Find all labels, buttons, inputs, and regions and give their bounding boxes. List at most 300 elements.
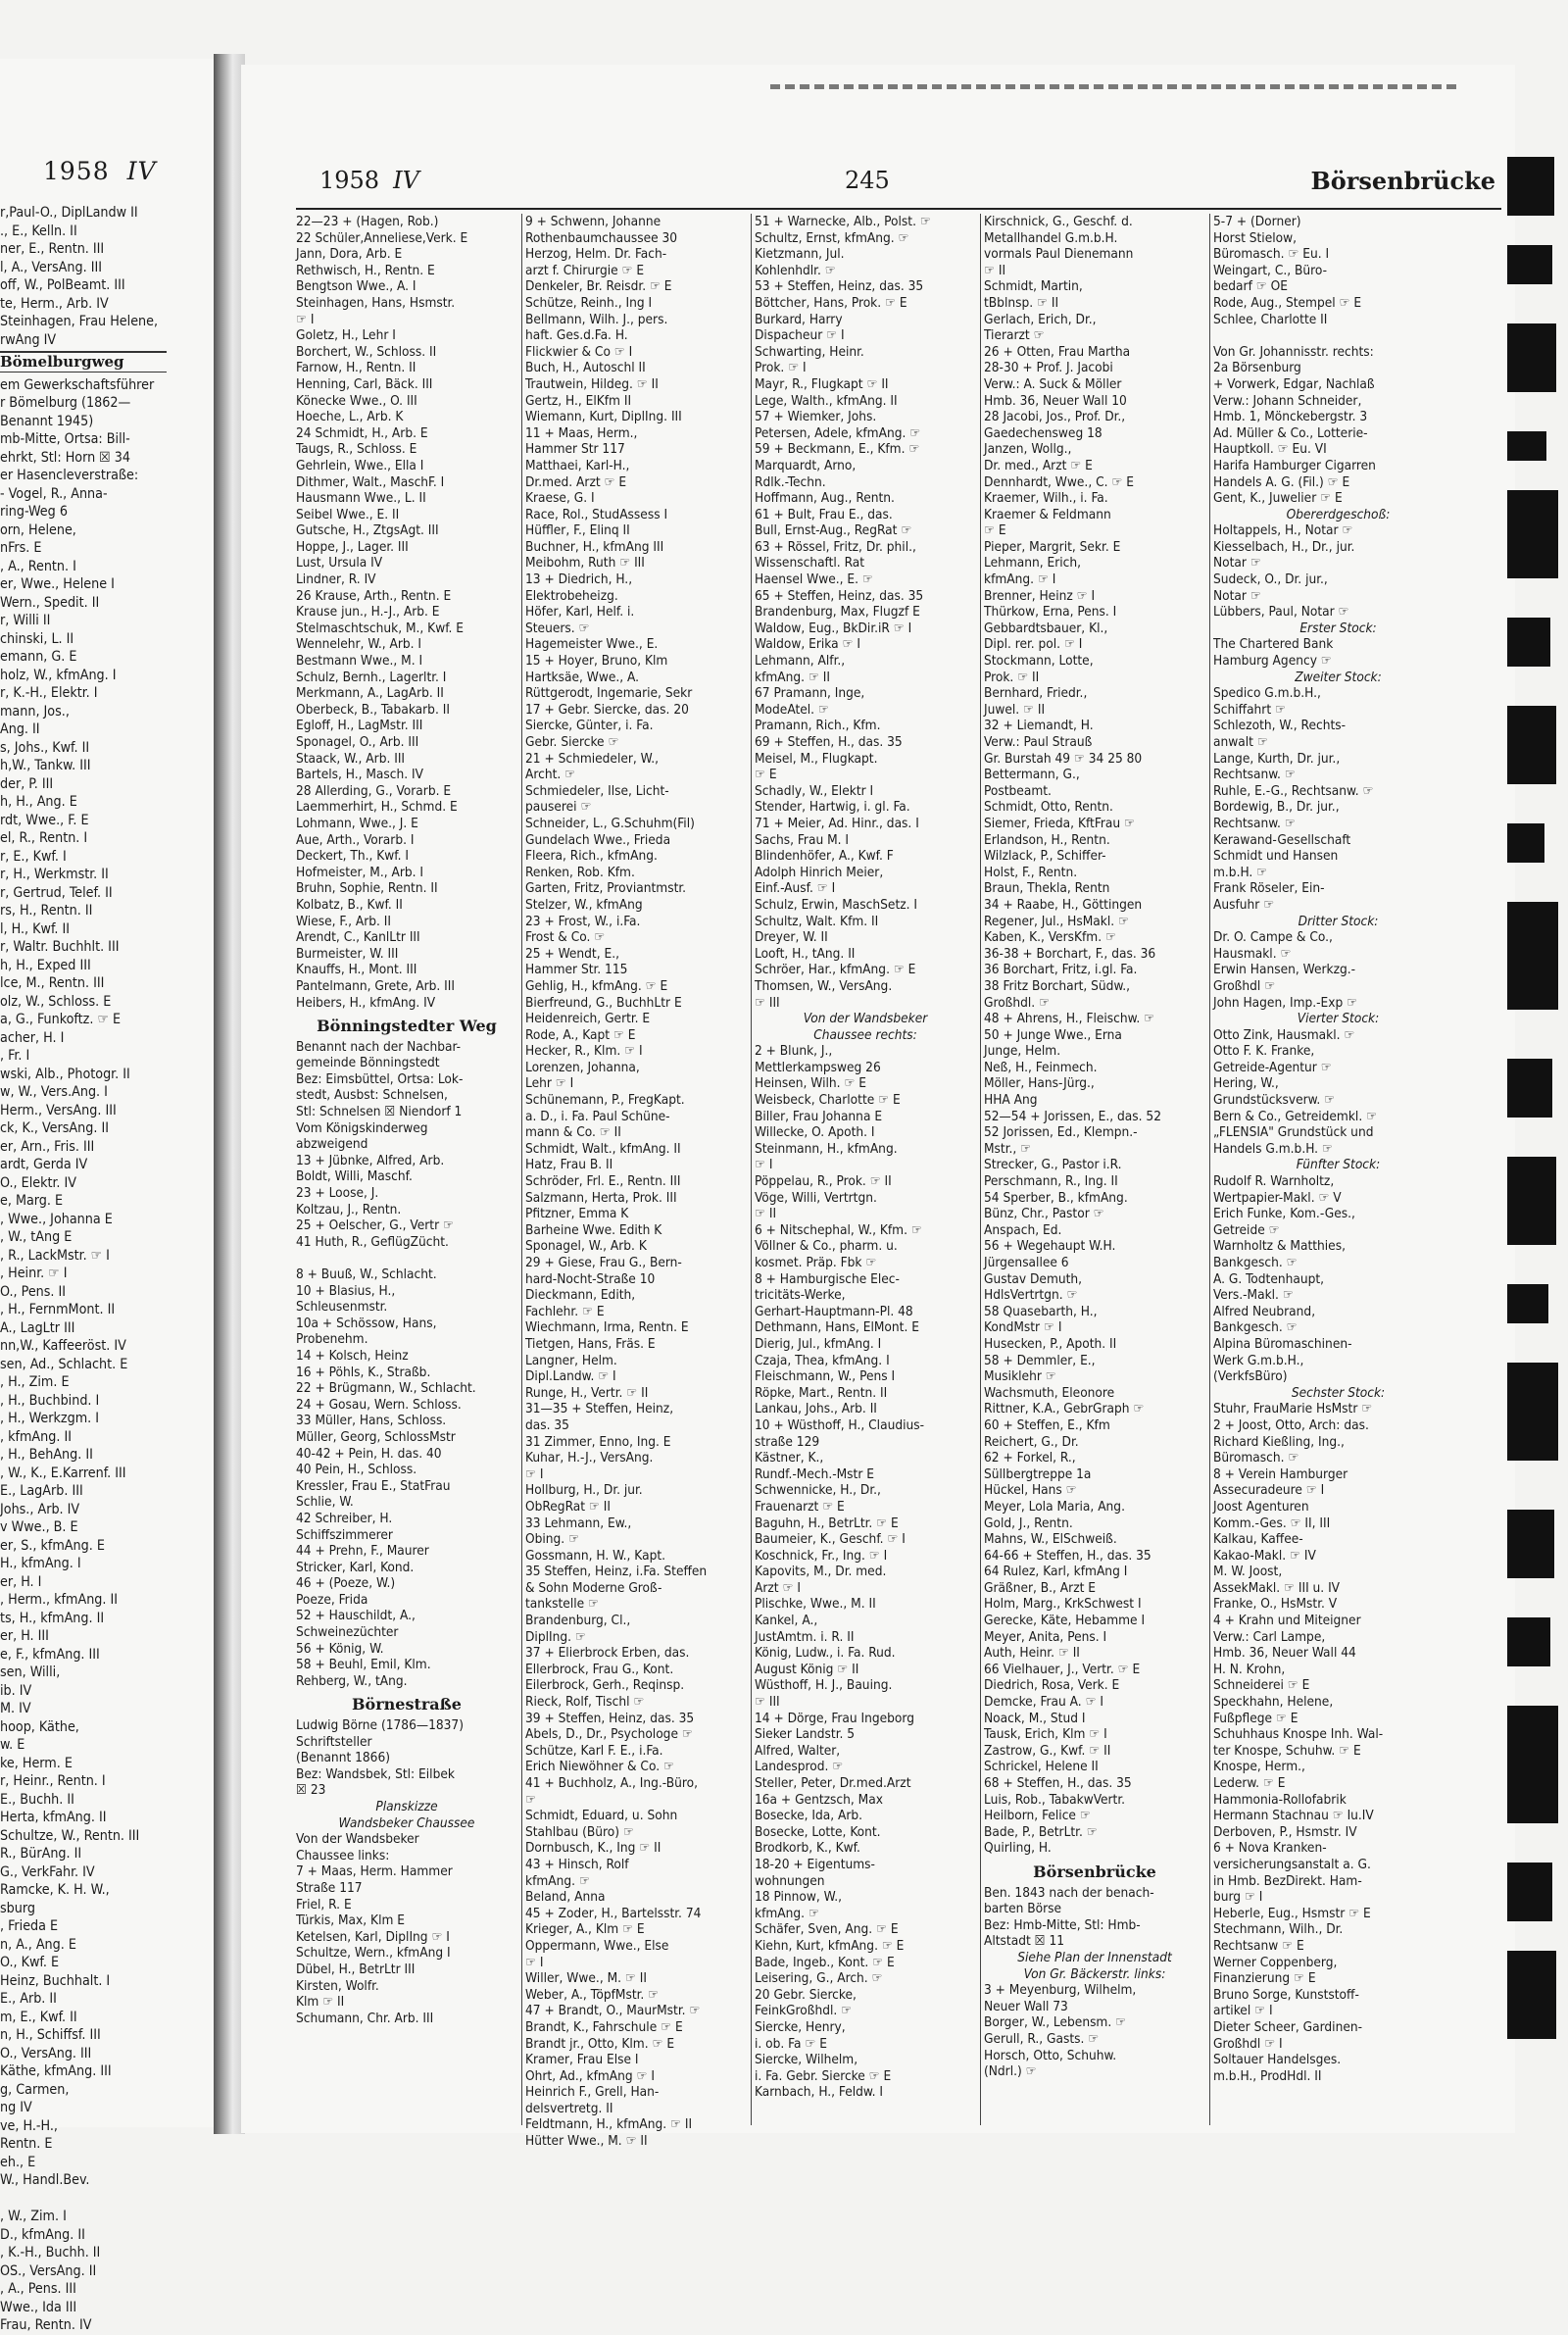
directory-entry: Friel, R. E — [296, 1896, 352, 1913]
directory-entry: Bruhn, Sophie, Rentn. II — [296, 880, 438, 897]
directory-entry: Aue, Arth., Vorarb. I — [296, 831, 415, 848]
directory-entry: Brandenburg, Max, Flugzf E — [755, 604, 920, 621]
edge-mark — [1507, 1617, 1550, 1666]
directory-entry: „FLENSIA" Grundstück und — [1213, 1124, 1374, 1141]
directory-entry: Mstr., ☞ — [984, 1140, 1032, 1157]
directory-entry: O., VersAng. III — [0, 2045, 92, 2062]
directory-entry: Dreyer, W. II — [755, 929, 828, 946]
directory-entry: abzweigend — [296, 1136, 368, 1153]
directory-entry: hard-Nocht-Straße 10 — [525, 1270, 656, 1287]
directory-entry: Staack, W., Arb. III — [296, 750, 406, 767]
directory-entry: Oberbeck, B., Tabakarb. II — [296, 701, 450, 718]
directory-entry: r, Willi II — [0, 613, 51, 628]
directory-entry: Junge, Helm. — [984, 1043, 1061, 1060]
directory-entry: Brandt, K., Fahrschule ☞ E — [525, 2018, 683, 2035]
directory-entry: Verw.: Paul Strauß — [984, 734, 1093, 750]
directory-entry: Pantelmann, Grete, Arb. III — [296, 977, 455, 994]
directory-entry: s, Johs., Kwf. II — [0, 739, 90, 756]
directory-entry: Wilzlack, P., Schiffer- — [984, 848, 1106, 865]
directory-entry: ehrkt, Stl: Horn ☒ 34 — [0, 449, 130, 466]
directory-entry: Prok. ☞ I — [755, 360, 807, 376]
directory-entry: Pfitzner, Emma K — [525, 1206, 629, 1222]
directory-entry: 22 + Brügmann, W., Schlacht. — [296, 1380, 476, 1397]
section-note: Planskizze — [375, 1799, 438, 1814]
directory-entry: 5-7 + (Dorner) — [1213, 214, 1301, 229]
directory-entry: Jürgensallee 6 — [984, 1255, 1069, 1270]
directory-entry: lce, M., Rentn. III — [0, 975, 105, 991]
directory-entry: Herm., VersAng. III — [0, 1102, 117, 1118]
directory-entry: olz, W., Schloss. E — [0, 993, 112, 1010]
directory-entry: Steinmann, H., kfmAng. — [755, 1140, 898, 1157]
directory-entry: 25 + Oelscher, G., Vertr ☞ — [296, 1217, 454, 1234]
directory-entry: , H., Buchbind. I — [0, 1392, 100, 1409]
directory-entry: Schmidt und Hansen — [1213, 848, 1339, 865]
directory-entry: ☞ I — [525, 1466, 544, 1482]
directory-entry: Röpke, Mart., Rentn. II — [755, 1384, 888, 1401]
directory-entry: , H., Zim. E — [0, 1374, 70, 1390]
directory-entry: Schmidt, Eduard, u. Sohn — [525, 1808, 678, 1824]
directory-entry: Joost Agenturen — [1213, 1498, 1309, 1515]
directory-entry: burg ☞ I — [1213, 1889, 1263, 1906]
directory-entry: Tietgen, Hans, Fräs. E — [525, 1335, 656, 1352]
directory-entry: Lust, Ursula IV — [296, 555, 383, 571]
directory-entry: Altstadt ☒ 11 — [984, 1933, 1065, 1950]
directory-entry: Werner Coppenberg, — [1213, 1954, 1338, 1970]
directory-entry: haft. Ges.d.Fa. H. — [525, 327, 628, 344]
directory-entry: Luis, Rob., TabakwVertr. — [984, 1791, 1126, 1808]
directory-entry: m.b.H. ☞ — [1213, 864, 1268, 880]
directory-entry: Böttcher, Hans, Prok. ☞ E — [755, 294, 907, 311]
directory-entry: i. ob. Fa ☞ E — [755, 2035, 827, 2052]
directory-entry: 58 Quasebarth, H., — [984, 1303, 1098, 1319]
directory-entry: Poeze, Frida — [296, 1591, 368, 1608]
directory-entry: Gebbardtsbauer, Kl., — [984, 620, 1108, 636]
directory-entry: Merkmann, A., LagArb. II — [296, 685, 444, 702]
directory-entry: Kuhar, H.-J., VersAng. — [525, 1450, 654, 1466]
directory-entry: er, Arn., Fris. III — [0, 1138, 95, 1155]
directory-entry: 36-38 + Borchart, F., das. 36 — [984, 945, 1156, 962]
directory-entry: , Frieda E — [0, 1918, 59, 1934]
directory-entry: w, W., Vers.Ang. I — [0, 1084, 108, 1100]
directory-entry: Plischke, Wwe., M. II — [755, 1596, 876, 1613]
directory-entry: Gustav Demuth, — [984, 1270, 1083, 1287]
section-note: Wandsbeker Chaussee — [338, 1814, 475, 1831]
directory-entry: Pramann, Rich., Kfm. — [755, 718, 881, 734]
directory-entry: (Ndrl.) ☞ — [984, 2063, 1037, 2080]
directory-entry: Rechtsanw ☞ E — [1213, 1937, 1304, 1954]
directory-entry: Borger, W., Lebensm. ☞ — [984, 2014, 1127, 2031]
directory-entry: Bartels, H., Masch. IV — [296, 767, 424, 783]
directory-entry: Bade, P., BetrLtr. ☞ — [984, 1823, 1098, 1840]
directory-entry: Stl: Schnelsen ☒ Niendorf 1 — [296, 1104, 463, 1120]
edge-mark — [1507, 902, 1558, 1010]
directory-entry: Rothenbaumchaussee 30 — [525, 229, 678, 246]
directory-entry: Hammer Str. 115 — [525, 962, 628, 978]
directory-entry: er, Wwe., Helene I — [0, 576, 115, 592]
directory-entry: R., BürAng. II — [0, 1846, 82, 1862]
directory-entry: 57 + Wiemker, Johs. — [755, 409, 877, 425]
directory-entry: ☞ E — [984, 522, 1006, 539]
section-note: Obererdgeschoß: — [1286, 506, 1391, 522]
directory-entry: Neß, H., Feinmech. — [984, 1059, 1098, 1075]
directory-entry: Lehmann, Erich, — [984, 555, 1082, 571]
directory-entry: kfmAng. ☞ — [755, 1905, 819, 1921]
directory-entry: Schütze, Reinh., Ing I — [525, 294, 653, 311]
directory-entry: h, H., Ang. E — [0, 794, 77, 810]
directory-entry: Lindner, R. IV — [296, 571, 376, 588]
directory-entry: Hollburg, H., Dr. jur. — [525, 1482, 643, 1499]
directory-entry: Kraemer & Feldmann — [984, 506, 1111, 522]
directory-entry: Bordewig, B., Dr. jur., — [1213, 799, 1340, 816]
directory-entry: Steller, Peter, Dr.med.Arzt — [755, 1775, 911, 1791]
directory-entry: Steuers. ☞ — [525, 620, 590, 636]
directory-entry: Eilerbrock, Gerh., Reqinsp. — [525, 1677, 685, 1694]
directory-entry: Metallhandel G.m.b.H. — [984, 229, 1118, 246]
directory-entry: Schumann, Chr. Arb. III — [296, 2010, 434, 2026]
directory-entry: Harifa Hamburger Cigarren — [1213, 457, 1376, 473]
directory-entry: , H., Werkzgm. I — [0, 1411, 100, 1426]
directory-entry: r, Heinr., Rentn. I — [0, 1773, 106, 1789]
directory-entry: holz, W., kfmAng. I — [0, 667, 117, 683]
directory-entry: Bosecke, Ida, Arb. — [755, 1808, 863, 1824]
directory-entry: Weber, A., TöpfMstr. ☞ — [525, 1986, 660, 2003]
directory-entry: Gebr. Siercke ☞ — [525, 734, 619, 750]
directory-entry: mann, Jos., — [0, 703, 70, 720]
directory-entry: Blindenhöfer, A., Kwf. F — [755, 848, 894, 865]
directory-entry: Gundelach Wwe., Frieda — [525, 831, 671, 848]
directory-entry: Chaussee links: — [296, 1847, 390, 1863]
directory-entry: 37 + Elierbrock Erben, das. — [525, 1645, 690, 1662]
directory-entry: 41 + Buchholz, A., Ing.-Büro, — [525, 1775, 698, 1791]
directory-entry: Hamburg Agency ☞ — [1213, 653, 1332, 670]
directory-entry: Gerlach, Erich, Dr., — [984, 311, 1097, 327]
left-page — [0, 59, 214, 2333]
directory-entry: ner, E., Rentn. III — [0, 241, 105, 257]
directory-entry: Ludwig Börne (1786—1837) — [296, 1717, 464, 1734]
directory-entry: Sudeck, O., Dr. jur., — [1213, 571, 1328, 588]
directory-entry: Rethwisch, H., Rentn. E — [296, 262, 435, 278]
directory-entry: HdlsVertrtgn. ☞ — [984, 1287, 1078, 1304]
directory-entry: h,W., Tankw. III — [0, 758, 91, 773]
directory-entry: 39 + Steffen, Heinz, das. 35 — [525, 1710, 695, 1726]
directory-entry: Schleusenmstr. — [296, 1299, 388, 1316]
directory-entry: 16a + Gentzsch, Max — [755, 1791, 883, 1808]
directory-column-5 — [1213, 214, 1463, 2125]
directory-entry: Koschnick, Fr., Ing. ☞ I — [755, 1547, 888, 1564]
directory-entry: Dieter Scheer, Gardinen- — [1213, 2018, 1363, 2035]
directory-entry: 23 + Loose, J. — [296, 1185, 379, 1202]
street-heading: Bömelburgweg — [0, 351, 167, 373]
directory-entry: Sponagel, O., Arb. III — [296, 734, 419, 750]
page-header-year — [319, 167, 419, 202]
directory-entry: n, H., Schiffsf. III — [0, 2027, 101, 2043]
directory-entry: Henning, Carl, Bäck. III — [296, 375, 433, 392]
directory-entry: Leisering, G., Arch. ☞ — [755, 1970, 883, 1987]
directory-entry: Heidenreich, Gertr. E — [525, 1011, 651, 1027]
directory-entry: Erlandson, H., Rentn. — [984, 831, 1110, 848]
directory-entry: Lege, Walth., kfmAng. II — [755, 392, 898, 409]
directory-entry: Kraese, G. I — [525, 490, 595, 507]
directory-entry: Siercke, Günter, i. Fa. — [525, 718, 654, 734]
directory-entry: Probenehm. — [296, 1331, 368, 1348]
directory-entry: Mayr, R., Flugkapt ☞ II — [755, 375, 889, 392]
directory-entry: Erich Niewöhner & Co. ☞ — [525, 1759, 674, 1775]
directory-entry: Dipl.Landw. ☞ I — [525, 1368, 616, 1385]
directory-entry: ☞ I — [755, 1157, 773, 1173]
directory-entry: mb-Mitte, Ortsa: Bill- — [0, 431, 130, 447]
directory-entry: 17 + Gebr. Siercke, das. 20 — [525, 701, 689, 718]
directory-entry: Sieker Landstr. 5 — [755, 1726, 856, 1743]
directory-entry: Krause jun., H.-J., Arb. E — [296, 604, 440, 621]
directory-entry: Demcke, Frau A. ☞ I — [984, 1694, 1104, 1711]
directory-entry: Stricker, Karl, Kond. — [296, 1559, 415, 1575]
directory-entry: Trautwein, Hildeg. ☞ II — [525, 375, 659, 392]
directory-entry: Lange, Kurth, Dr. jur., — [1213, 750, 1341, 767]
directory-entry: der, P. III — [0, 775, 54, 792]
directory-entry: Dieckmann, Edith, — [525, 1287, 636, 1304]
directory-entry: er, S., kfmAng. E — [0, 1537, 105, 1554]
directory-entry: Schlie, W. — [296, 1494, 354, 1511]
directory-entry: , H., BehAng. II — [0, 1447, 93, 1463]
directory-entry: Weingart, C., Büro- — [1213, 262, 1328, 278]
directory-entry: 51 + Warnecke, Alb., Polst. ☞ — [755, 214, 931, 229]
directory-entry: Könecke Wwe., O. III — [296, 392, 417, 409]
directory-entry: Abels, D., Dr., Psychologe ☞ — [525, 1726, 693, 1743]
directory-entry: JustAmtm. i. R. II — [755, 1628, 855, 1645]
left-page-column — [0, 204, 167, 2335]
directory-entry: Ausfuhr ☞ — [1213, 896, 1275, 913]
directory-entry: Türkis, Max, Klm E — [296, 1913, 405, 1929]
directory-entry: Möller, Hans-Jürg., — [984, 1075, 1095, 1092]
directory-entry: 25 + Wendt, E., — [525, 945, 619, 962]
directory-entry: Knospe, Herm., — [1213, 1759, 1305, 1775]
directory-entry: - Vogel, R., Anna- — [0, 485, 108, 502]
directory-entry: Otto Zink, Hausmakl. ☞ — [1213, 1026, 1355, 1043]
directory-entry: Schultz, Walt. Kfm. II — [755, 913, 879, 929]
directory-entry: Kakao-Makl. ☞ IV — [1213, 1547, 1316, 1564]
directory-entry: a, G., Funkoftz. ☞ E — [0, 1012, 122, 1027]
directory-entry: Büromasch. ☞ — [1213, 1450, 1299, 1466]
directory-entry: Höfer, Karl, Helf. i. — [525, 604, 635, 621]
directory-entry: Ruhle, E.-G., Rechtsanw. ☞ — [1213, 782, 1374, 799]
directory-entry: artikel ☞ I — [1213, 2003, 1273, 2019]
directory-entry: Hofmeister, M., Arb. I — [296, 864, 424, 880]
directory-entry: i. Fa. Gebr. Siercke ☞ E — [755, 2067, 892, 2084]
directory-entry: 6 + Nova Kranken- — [1213, 1840, 1327, 1857]
directory-entry: 68 + Steffen, H., das. 35 — [984, 1775, 1132, 1791]
directory-entry: 31 Zimmer, Enno, Ing. E — [525, 1433, 671, 1450]
directory-entry: r, Waltr. Buchhlt. III — [0, 939, 120, 955]
directory-entry: 18-20 + Eigentums- — [755, 1856, 875, 1872]
directory-entry: D., kfmAng. II — [0, 2226, 85, 2243]
directory-entry: Hammer Str 117 — [525, 441, 625, 458]
directory-entry: Stelzer, W., kfmAng — [525, 896, 643, 913]
directory-entry: Fußpflege ☞ E — [1213, 1710, 1298, 1726]
directory-entry: Schrickel, Helene II — [984, 1759, 1099, 1775]
directory-entry: Von Gr. Johannisstr. rechts: — [1213, 343, 1374, 360]
directory-entry: 71 + Meier, Ad. Hinr., das. I — [755, 815, 919, 831]
directory-entry: Vers.-Makl. ☞ — [1213, 1287, 1294, 1304]
directory-entry: , A., Pens. III — [0, 2281, 76, 2297]
directory-entry: Wertpapier-Makl. ☞ V — [1213, 1189, 1342, 1206]
directory-entry: kfmAng. ☞ II — [755, 669, 831, 685]
directory-entry: off, W., PolBeamt. III — [0, 277, 125, 293]
directory-entry: Stechmann, Wilh., Dr. — [1213, 1921, 1344, 1938]
directory-entry: 43 + Hinsch, Rolf — [525, 1856, 629, 1872]
directory-entry: Kankel, A., — [755, 1613, 818, 1629]
directory-entry: , W., Zim. I — [0, 2209, 67, 2224]
section-note: Chaussee rechts: — [813, 1026, 917, 1043]
directory-entry: Wüsthoff, H. J., Bauing. — [755, 1677, 893, 1694]
directory-entry: ng IV — [0, 2100, 32, 2115]
directory-entry: 14 + Dörge, Frau Ingeborg — [755, 1710, 914, 1726]
directory-entry: Alfred, Walter, — [755, 1742, 841, 1759]
directory-entry: KondMstr ☞ I — [984, 1319, 1062, 1336]
directory-entry: Verw.: Carl Lampe, — [1213, 1628, 1326, 1645]
directory-entry: Dethmann, Hans, ElMont. E — [755, 1319, 919, 1336]
directory-entry: 26 + Otten, Frau Martha — [984, 343, 1131, 360]
directory-column-2 — [525, 214, 747, 2150]
directory-entry: 50 + Junge Wwe., Erna — [984, 1026, 1122, 1043]
directory-entry: Derboven, P., Hsmstr. IV — [1213, 1823, 1357, 1840]
directory-entry: rdt, Wwe., F. E — [0, 812, 89, 828]
directory-entry: Klm ☞ II — [296, 1994, 345, 2011]
directory-entry: 2a Börsenburg — [1213, 360, 1301, 376]
directory-entry: , Wwe., Johanna E — [0, 1211, 113, 1227]
directory-entry: Thomsen, W., VersAng. — [755, 977, 893, 994]
directory-entry: Willecke, O. Apoth. I — [755, 1124, 875, 1141]
directory-entry: , W., tAng E — [0, 1229, 73, 1245]
directory-entry: Schröer, Har., kfmAng. ☞ E — [755, 962, 916, 978]
directory-entry: Waldow, Eug., BkDir.iR ☞ I — [755, 620, 912, 636]
column-divider — [751, 214, 752, 2125]
directory-entry: 67 Pramann, Inge, — [755, 685, 865, 702]
directory-entry: Bernhard, Friedr., — [984, 685, 1088, 702]
directory-entry: Bellmann, Wilh. J., pers. — [525, 311, 668, 327]
directory-entry: pauserei ☞ — [525, 799, 592, 816]
directory-entry: m, E., Kwf. II — [0, 2009, 77, 2025]
directory-entry: Strecker, G., Pastor i.R. — [984, 1157, 1122, 1173]
directory-entry: Kirschnick, G., Geschf. d. — [984, 214, 1133, 229]
directory-entry: 58 + Demmler, E., — [984, 1352, 1096, 1368]
directory-entry: ☒ 23 — [296, 1782, 326, 1799]
right-page — [241, 65, 1515, 2150]
directory-entry: Gehrlein, Wwe., Ella I — [296, 457, 424, 473]
directory-entry: , Heinr. ☞ I — [0, 1266, 68, 1281]
directory-entry: r,Paul-O., DiplLandw II — [0, 205, 138, 221]
column-divider — [1209, 214, 1210, 2125]
directory-entry: Bünz, Chr., Pastor ☞ — [984, 1206, 1104, 1222]
directory-entry: Rode, Aug., Stempel ☞ E — [1213, 294, 1362, 311]
directory-entry: Lohmann, Wwe., J. E — [296, 815, 418, 831]
directory-column-4 — [984, 214, 1205, 2125]
directory-entry: 14 + Kolsch, Heinz — [296, 1347, 409, 1364]
directory-entry: 20 Gebr. Siercke, — [755, 1986, 857, 2003]
section-note: Fünfter Stock: — [1296, 1157, 1381, 1173]
directory-entry: Prok. ☞ II — [984, 669, 1040, 685]
directory-entry: er, H. III — [0, 1628, 49, 1644]
directory-entry: 28-30 + Prof. J. Jacobi — [984, 360, 1113, 376]
directory-entry: Holtappels, H., Notar ☞ — [1213, 522, 1353, 539]
directory-entry: Diedrich, Rosa, Verk. E — [984, 1677, 1120, 1694]
directory-entry: Noack, M., Stud I — [984, 1710, 1086, 1726]
directory-entry: Kressler, Frau E., StatFrau — [296, 1477, 451, 1494]
directory-entry: A., LagLtr III — [0, 1319, 75, 1336]
directory-entry: Schadly, W., Elektr I — [755, 782, 874, 799]
directory-entry: 47 + Brandt, O., MaurMstr. ☞ — [525, 2003, 701, 2019]
directory-entry: Borchert, W., Schloss. II — [296, 343, 437, 360]
directory-entry: Egloff, H., LagMstr. III — [296, 718, 423, 734]
directory-entry: Biller, Frau Johanna E — [755, 1108, 883, 1124]
directory-entry: Dornbusch, K., Ing ☞ II — [525, 1840, 662, 1857]
directory-entry: 34 + Raabe, H., Göttingen — [984, 896, 1143, 913]
directory-entry: Gerecke, Käte, Hebamme I — [984, 1613, 1146, 1629]
directory-entry: Mahns, W., ElSchweiß. — [984, 1531, 1117, 1548]
directory-entry: ☞ II — [984, 262, 1006, 278]
directory-entry: (Benannt 1866) — [296, 1750, 391, 1766]
directory-entry: Kaben, K., VersKfm. ☞ — [984, 929, 1116, 946]
directory-entry: Frank Röseler, Ein- — [1213, 880, 1325, 897]
directory-entry: Herta, kfmAng. II — [0, 1810, 107, 1825]
directory-entry: Bierfreund, G., BuchhLtr E — [525, 994, 682, 1011]
edge-mark — [1507, 1157, 1556, 1245]
directory-entry: Völlner & Co., pharm. u. — [755, 1238, 898, 1255]
directory-entry: Kirsten, Wolfr. — [296, 1977, 379, 1994]
edge-mark — [1507, 1863, 1552, 1921]
directory-entry: tankstelle ☞ — [525, 1596, 599, 1613]
directory-entry: Hagemeister Wwe., E. — [525, 636, 659, 653]
directory-entry: straße 129 — [755, 1433, 820, 1450]
directory-entry: Thürkow, Erna, Pens. I — [984, 604, 1117, 621]
directory-entry: bedarf ☞ OE — [1213, 278, 1288, 295]
directory-entry: Brenner, Heinz ☞ I — [984, 587, 1096, 604]
directory-entry: ObRegRat ☞ II — [525, 1498, 611, 1515]
section-note: Siehe Plan der Innenstadt — [1017, 1949, 1172, 1965]
directory-entry: Heibers, H., kfmAng. IV — [296, 994, 436, 1011]
directory-entry: G., VerkFahr. IV — [0, 1863, 95, 1880]
directory-entry: 64 Rulez, Karl, kfmAng I — [984, 1564, 1128, 1580]
directory-entry: Krieger, A., Klm ☞ E — [525, 1921, 645, 1938]
directory-entry: 28 Allerding, G., Vorarb. E — [296, 782, 452, 799]
directory-entry: Juwel. ☞ II — [984, 701, 1046, 718]
edge-mark — [1507, 1284, 1548, 1323]
directory-entry: Dr. O. Campe & Co., — [1213, 929, 1333, 946]
directory-entry: Hmb. 36, Neuer Wall 44 — [1213, 1645, 1356, 1662]
directory-entry: Bez: Hmb-Mitte, Stl: Hmb- — [984, 1916, 1141, 1933]
directory-entry: Holm, Marg., KrkSchwest I — [984, 1596, 1142, 1613]
directory-entry: Ohrt, Ad., kfmAng ☞ I — [525, 2067, 656, 2084]
directory-entry: w. E — [0, 1737, 25, 1753]
directory-entry: Zastrow, G., Kwf. ☞ II — [984, 1742, 1111, 1759]
directory-entry: 4 + Krahn und Miteigner — [1213, 1613, 1361, 1629]
directory-entry: Gold, J., Rentn. — [984, 1515, 1073, 1531]
directory-entry: Pieper, Margrit, Sekr. E — [984, 538, 1121, 555]
directory-entry: Meyer, Anita, Pens. I — [984, 1628, 1107, 1645]
directory-entry: & Sohn Moderne Groß- — [525, 1579, 662, 1596]
directory-entry: Race, Rol., StudAssess I — [525, 506, 668, 522]
directory-entry: 64-66 + Steffen, H., das. 35 — [984, 1547, 1152, 1564]
directory-entry: Rieck, Rolf, Tischl ☞ — [525, 1694, 645, 1711]
directory-entry: Speckhahn, Helene, — [1213, 1694, 1334, 1711]
directory-entry: OS., VersAng. II — [0, 2262, 97, 2279]
directory-entry: 40-42 + Pein, H. das. 40 — [296, 1445, 442, 1462]
directory-entry: Stuhr, FrauMarie HsMstr ☞ — [1213, 1401, 1373, 1417]
directory-entry: 23 + Frost, W., i.Fa. — [525, 913, 641, 929]
directory-entry: Czaja, Thea, kfmAng. I — [755, 1352, 890, 1368]
directory-entry: Goletz, H., Lehr I — [296, 327, 396, 344]
directory-entry: Barheine Wwe. Edith K — [525, 1221, 662, 1238]
directory-entry: Großhdl ☞ — [1213, 977, 1276, 994]
